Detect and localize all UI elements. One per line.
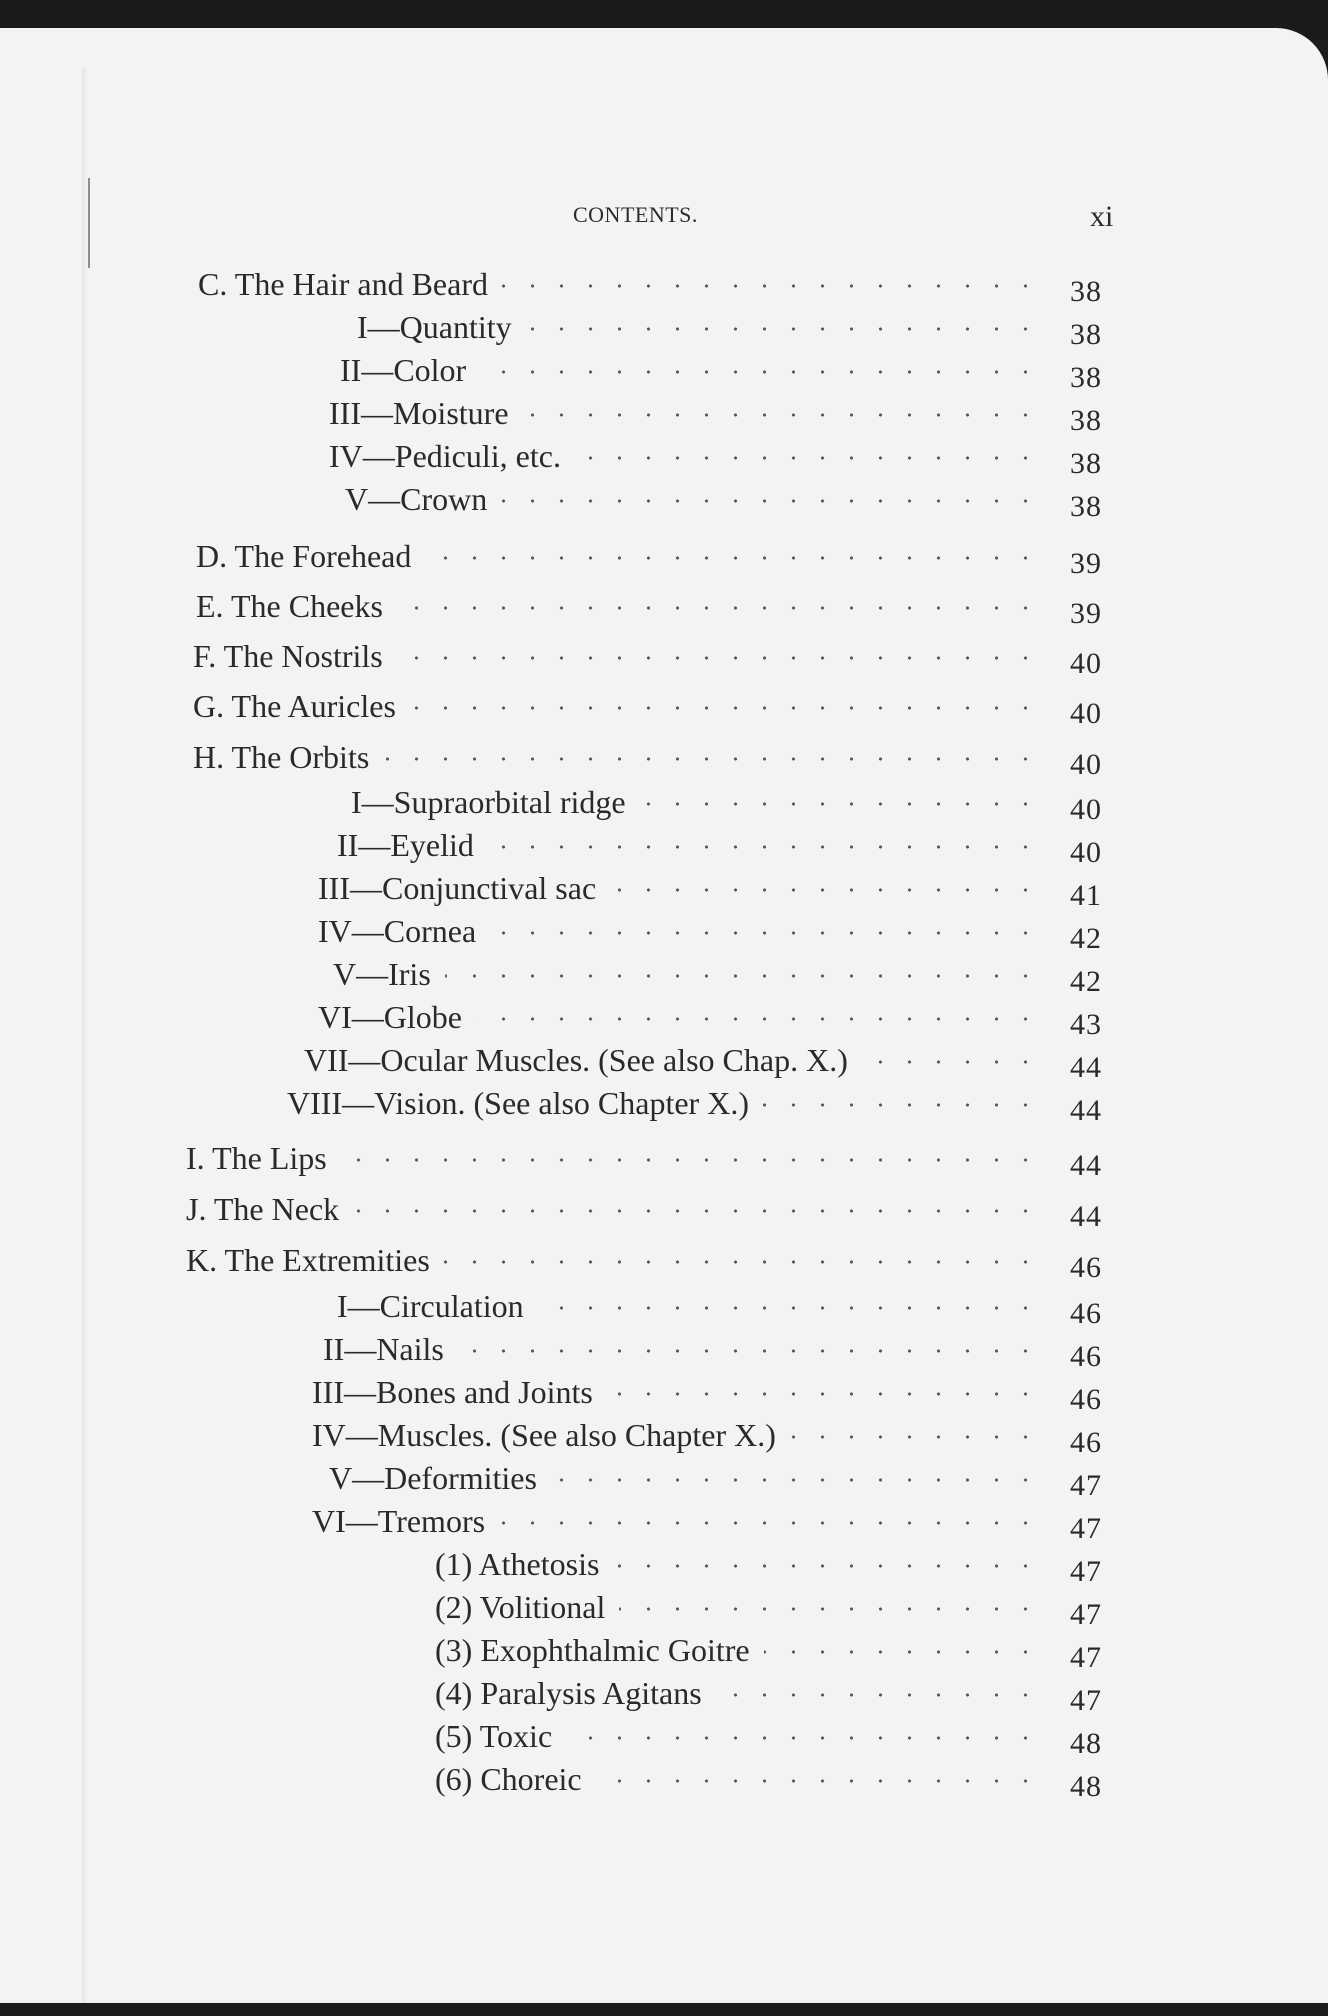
toc-entry-title: V—Deformities: [329, 1460, 537, 1496]
toc-entry-title: II—Color: [340, 352, 467, 388]
toc-entry-title: H. The Orbits: [193, 739, 370, 775]
toc-entry: [0, 350, 1328, 394]
toc-entry-title: VII—Ocular Muscles. (See also Chap. X.): [304, 1042, 848, 1078]
toc-leader-dots: [523, 413, 1040, 417]
toc-entry: [0, 436, 1328, 480]
toc-page-number: 42: [1070, 965, 1102, 998]
toc-entry: [0, 1286, 1328, 1330]
toc-entry-title: V—Crown: [345, 481, 488, 517]
toc-leader-dots: [383, 757, 1040, 761]
toc-page-number: 38: [1070, 447, 1102, 480]
toc-page-number: 47: [1070, 1469, 1102, 1502]
toc-entry: [0, 1544, 1328, 1588]
toc-entry: [0, 686, 1328, 730]
toc-entry-title: V—Iris: [333, 956, 431, 992]
toc-entry: [0, 1458, 1328, 1502]
toc-leader-dots: [488, 845, 1040, 849]
toc-page-number: 48: [1070, 1727, 1102, 1760]
toc-entry: [0, 586, 1328, 630]
toc-entry: [0, 868, 1328, 912]
toc-page-number: 40: [1070, 748, 1102, 781]
toc-page-number: 39: [1070, 597, 1102, 630]
toc-leader-dots: [476, 1017, 1040, 1021]
toc-entry-title: I—Supraorbital ridge: [351, 784, 626, 820]
toc-page-number: 46: [1070, 1251, 1102, 1284]
toc-entry-title: IV—Cornea: [318, 913, 477, 949]
toc-entry: [0, 782, 1328, 826]
toc-entry: [0, 1083, 1328, 1127]
toc-entry-title: (2) Volitional: [435, 1589, 606, 1625]
toc-leader-dots: [551, 1478, 1040, 1482]
toc-entry: [0, 954, 1328, 998]
toc-entry-title: D. The Forehead: [196, 538, 412, 574]
toc-leader-dots: [596, 1779, 1040, 1783]
toc-entry: [0, 1189, 1328, 1233]
toc-entry: [0, 1415, 1328, 1459]
toc-entry: [0, 1630, 1328, 1674]
toc-leader-dots: [397, 606, 1040, 610]
toc-leader-dots: [458, 1349, 1040, 1353]
toc-leader-dots: [610, 888, 1040, 892]
toc-page-number: 38: [1070, 361, 1102, 394]
page-number: xi: [1090, 200, 1114, 233]
toc-page-number: 42: [1070, 922, 1102, 955]
toc-entry-title: (6) Choreic: [435, 1761, 582, 1797]
toc-page-number: 40: [1070, 793, 1102, 826]
toc-leader-dots: [526, 327, 1040, 331]
toc-entry: [0, 1240, 1328, 1284]
toc-leader-dots: [425, 556, 1040, 560]
toc-entry: [0, 636, 1328, 680]
toc-leader-dots: [410, 706, 1040, 710]
toc-entry-title: J. The Neck: [186, 1191, 340, 1227]
toc-leader-dots: [640, 802, 1040, 806]
toc-entry: [0, 1759, 1328, 1803]
toc-page-number: 40: [1070, 647, 1102, 680]
toc-page-number: 47: [1070, 1598, 1102, 1631]
toc-entry-title: VI—Globe: [318, 999, 462, 1035]
toc-leader-dots: [501, 499, 1040, 503]
toc-entry-title: II—Eyelid: [337, 827, 474, 863]
toc-entry: [0, 307, 1328, 351]
toc-entry: [0, 825, 1328, 869]
toc-leader-dots: [862, 1060, 1040, 1064]
toc-leader-dots: [499, 1521, 1040, 1525]
toc-page-number: 46: [1070, 1426, 1102, 1459]
toc-leader-dots: [444, 1260, 1040, 1264]
toc-leader-dots: [764, 1650, 1040, 1654]
toc-entry-title: (4) Paralysis Agitans: [435, 1675, 702, 1711]
toc-entry: [0, 1138, 1328, 1182]
toc-entry-title: VI—Tremors: [312, 1503, 486, 1539]
toc-page-number: 43: [1070, 1008, 1102, 1041]
toc-entry: [0, 1329, 1328, 1373]
toc-entry-title: (3) Exophthalmic Goitre: [435, 1632, 750, 1668]
toc-entry: [0, 1587, 1328, 1631]
toc-leader-dots: [619, 1607, 1040, 1611]
toc-entry-title: II—Nails: [323, 1331, 444, 1367]
toc-page-number: 38: [1070, 318, 1102, 351]
toc-page-number: 47: [1070, 1555, 1102, 1588]
toc-leader-dots: [763, 1103, 1040, 1107]
toc-leader-dots: [566, 1736, 1040, 1740]
toc-leader-dots: [575, 456, 1040, 460]
toc-page-number: 39: [1070, 547, 1102, 580]
toc-page-number: 46: [1070, 1340, 1102, 1373]
toc-entry-title: IV—Muscles. (See also Chapter X.): [312, 1417, 776, 1453]
toc-entry-title: (5) Toxic: [435, 1718, 553, 1754]
toc-leader-dots: [607, 1392, 1040, 1396]
toc-entry-title: E. The Cheeks: [196, 588, 383, 624]
toc-leader-dots: [353, 1209, 1040, 1213]
toc-entry-title: (1) Athetosis: [435, 1546, 600, 1582]
toc-page-number: 47: [1070, 1641, 1102, 1674]
toc-entry: [0, 536, 1328, 580]
toc-entry-title: K. The Extremities: [186, 1242, 430, 1278]
toc-page-number: 47: [1070, 1512, 1102, 1545]
toc-page-number: 47: [1070, 1684, 1102, 1717]
toc-entry: [0, 393, 1328, 437]
toc-page-number: 40: [1070, 697, 1102, 730]
toc-entry-title: III—Conjunctival sac: [318, 870, 597, 906]
toc-page-number: 38: [1070, 275, 1102, 308]
toc-entry-title: VIII—Vision. (See also Chapter X.): [287, 1085, 749, 1121]
toc-leader-dots: [490, 931, 1040, 935]
toc-page-number: 38: [1070, 404, 1102, 437]
toc-entry: [0, 737, 1328, 781]
toc-page-number: 44: [1070, 1094, 1102, 1127]
toc-entry-title: IV—Pediculi, etc.: [329, 438, 561, 474]
toc-entry-title: III—Bones and Joints: [312, 1374, 593, 1410]
toc-entry: [0, 1040, 1328, 1084]
toc-leader-dots: [538, 1306, 1040, 1310]
toc-leader-dots: [716, 1693, 1040, 1697]
toc-page-number: 44: [1070, 1149, 1102, 1182]
running-title: CONTENTS.: [573, 202, 698, 227]
toc-entry-title: G. The Auricles: [193, 688, 396, 724]
toc-entry: [0, 1372, 1328, 1416]
toc-entry: [0, 479, 1328, 523]
toc-leader-dots: [480, 370, 1040, 374]
toc-leader-dots: [613, 1564, 1040, 1568]
toc-entry: [0, 997, 1328, 1041]
toc-page-number: 46: [1070, 1383, 1102, 1416]
toc-page-number: 48: [1070, 1770, 1102, 1803]
toc-entry-title: I—Circulation: [337, 1288, 524, 1324]
toc-leader-dots: [341, 1158, 1040, 1162]
toc-page-number: 44: [1070, 1200, 1102, 1233]
toc-leader-dots: [790, 1435, 1040, 1439]
toc-page-number: 40: [1070, 836, 1102, 869]
toc-entry-title: I—Quantity: [357, 309, 512, 345]
toc-leader-dots: [502, 284, 1040, 288]
toc-entry: [0, 1673, 1328, 1717]
toc-entry-title: C. The Hair and Beard: [198, 266, 488, 302]
toc-entry-title: I. The Lips: [186, 1140, 327, 1176]
toc-leader-dots: [445, 974, 1040, 978]
toc-entry: [0, 911, 1328, 955]
toc-entry: [0, 264, 1328, 308]
toc-page-number: 38: [1070, 490, 1102, 523]
toc-leader-dots: [397, 656, 1040, 660]
toc-entry: [0, 1501, 1328, 1545]
toc-entry-title: III—Moisture: [329, 395, 509, 431]
toc-entry: [0, 1716, 1328, 1760]
toc-page-number: 44: [1070, 1051, 1102, 1084]
toc-page-number: 46: [1070, 1297, 1102, 1330]
toc-page-number: 41: [1070, 879, 1102, 912]
toc-entry-title: F. The Nostrils: [193, 638, 383, 674]
